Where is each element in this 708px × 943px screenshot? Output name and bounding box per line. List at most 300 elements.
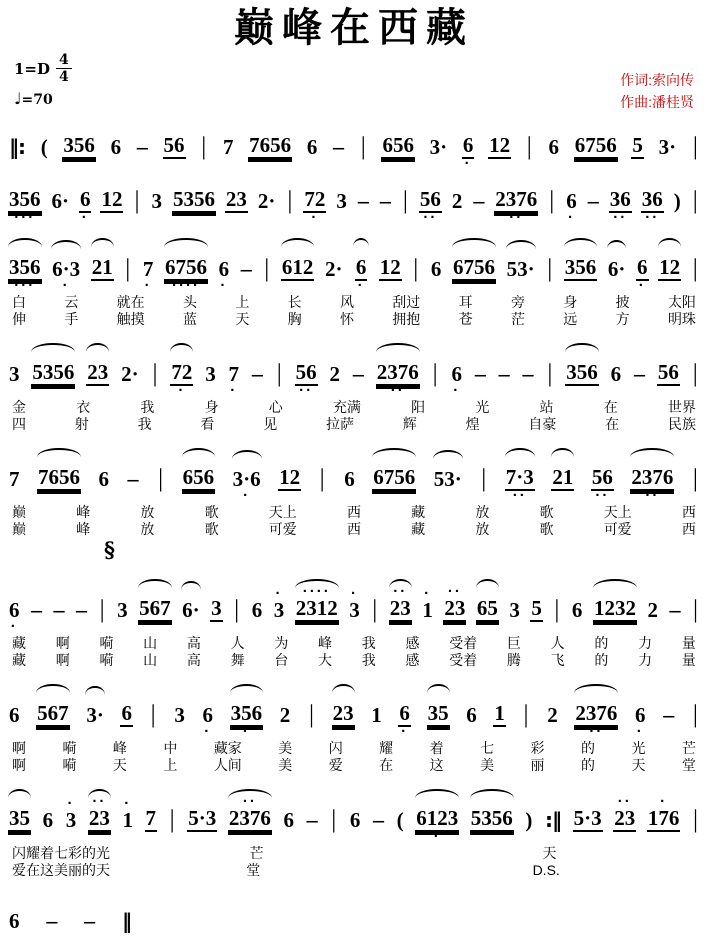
barline: [150, 347, 159, 396]
high-octave-dots: [295, 352, 318, 360]
note-number: |: [201, 133, 207, 160]
music-token: [182, 448, 216, 501]
high-octave-dots: [170, 352, 193, 360]
lyric-syllable: 力: [638, 652, 653, 668]
arc-slot: [156, 452, 165, 459]
note-number: 3: [509, 598, 520, 622]
music-token: [641, 172, 664, 226]
lyric-syllable: 耀: [26, 845, 40, 861]
high-octave-dots: [429, 127, 449, 135]
music-token: [283, 793, 296, 842]
lyric-syllable: 充满: [332, 399, 361, 415]
arc-slot: [121, 894, 132, 901]
note-number: 6: [110, 135, 122, 159]
high-octave-dots: [98, 459, 111, 467]
high-octave-dots: [565, 181, 578, 189]
music-token: [658, 120, 678, 169]
low-octave-dots: [610, 386, 623, 396]
note-number: 12: [489, 133, 511, 157]
note-number: –: [76, 597, 88, 622]
arc-slot: [493, 686, 506, 693]
music-token: [85, 686, 105, 737]
lyric-syllable: 的: [82, 845, 96, 861]
high-octave-dots: [493, 693, 506, 701]
dash-note: [251, 347, 264, 396]
arc-slot: [295, 345, 318, 352]
music-row: [8, 579, 700, 635]
note-number: 6: [344, 467, 355, 491]
barline: [132, 174, 141, 223]
note-number: 3: [117, 598, 128, 622]
music-token: [120, 686, 133, 737]
lyric-syllable: 苍: [458, 311, 473, 327]
lyric-syllable: 身: [563, 294, 578, 310]
arc-slot: [232, 583, 241, 590]
low-octave-dots: ··: [645, 487, 660, 504]
music-row: [8, 684, 700, 740]
low-octave-dots: [349, 832, 362, 842]
credits: [620, 70, 694, 113]
arc-slot: [525, 120, 534, 127]
dash-note: [83, 894, 96, 943]
low-octave-dots: ·: [220, 277, 228, 294]
low-octave-dots: [232, 622, 241, 632]
arc-slot: [636, 240, 649, 247]
music-token: [488, 118, 511, 169]
low-octave-dots: [691, 622, 700, 632]
low-octave-dots: ·: [433, 828, 441, 845]
low-octave-dots: [452, 281, 496, 291]
arc-slot: [498, 347, 511, 354]
arc-slot: [430, 242, 443, 249]
high-octave-dots: [329, 354, 342, 362]
lyric-syllable: 美: [480, 757, 495, 773]
music-token: [257, 174, 277, 223]
lyric-syllable: 上: [163, 757, 178, 773]
high-octave-dots: [225, 179, 248, 187]
music-token: [86, 343, 109, 396]
lyric-syllable: 天: [112, 757, 127, 773]
song-title: 巅峰在西藏: [234, 5, 474, 50]
music-token: [116, 583, 129, 632]
music-token: [443, 581, 466, 632]
low-octave-dots: [443, 622, 466, 632]
arc-slot: [251, 583, 264, 590]
lyric-syllable: 我: [137, 416, 152, 432]
note-number: –: [633, 361, 645, 386]
quarter-note-icon: ♩: [14, 89, 22, 108]
music-token: [8, 238, 42, 294]
music-token: [546, 688, 559, 737]
lyric-syllable: 我: [361, 635, 376, 651]
low-octave-dots: [37, 491, 81, 501]
music-token: [613, 791, 636, 842]
note-number: –: [474, 361, 486, 386]
music-token: [121, 793, 134, 842]
arc-slot: [372, 793, 385, 800]
music-token: [565, 343, 599, 396]
barline: [329, 793, 338, 842]
high-octave-dots: [546, 695, 559, 703]
lyric-syllable: 自豪: [528, 416, 557, 432]
high-octave-dots: [372, 457, 416, 465]
arc-slot: [83, 894, 96, 901]
high-octave-dots: [8, 354, 21, 362]
high-octave-dots: ··: [447, 583, 462, 600]
high-octave-dots: [142, 249, 155, 257]
low-octave-dots: [173, 727, 186, 737]
arc-slot: [318, 452, 327, 459]
low-octave-dots: ··: [613, 209, 628, 226]
music-token: [505, 448, 535, 504]
lyric-syllable: 远: [563, 311, 578, 327]
lyric-syllable: 拉萨: [325, 416, 354, 432]
note-number: 53·: [506, 257, 535, 281]
high-octave-dots: [85, 695, 105, 703]
note-number: 6: [610, 362, 622, 386]
lyric-syllable: 人: [550, 635, 565, 651]
slur-arc: [506, 240, 536, 249]
low-octave-dots: [691, 727, 700, 737]
lyric-syllable: 西: [681, 504, 696, 520]
arc-slot: [552, 583, 561, 590]
arc-slot: [631, 118, 644, 125]
note-number: 7: [142, 257, 154, 281]
high-octave-dots: [8, 590, 21, 598]
high-octave-dots: [591, 457, 614, 465]
note-number: 6: [566, 189, 577, 213]
slur-arc: [31, 343, 75, 352]
low-octave-dots: [545, 281, 554, 291]
lyric-syllable: 嗬: [62, 740, 77, 756]
low-octave-dots: [372, 491, 416, 501]
note-number: 2: [451, 189, 463, 213]
arc-slot: [149, 688, 158, 695]
barline: [307, 688, 316, 737]
low-octave-dots: [329, 386, 342, 396]
high-octave-dots: [303, 179, 326, 187]
lyric-row: [8, 862, 700, 879]
low-octave-dots: [295, 622, 339, 632]
low-octave-dots: ·: [10, 618, 18, 635]
lyric-syllable: 歌: [539, 504, 554, 520]
low-octave-dots: [530, 622, 543, 632]
low-octave-dots: [657, 386, 680, 396]
note-number: 2376: [495, 187, 538, 211]
note-number: 2312: [295, 596, 338, 620]
barline: [199, 120, 208, 169]
low-octave-dots: [658, 159, 678, 169]
low-octave-dots: [343, 491, 356, 501]
high-octave-dots: [396, 800, 405, 808]
dash-note: [522, 347, 535, 396]
note-number: –: [663, 702, 675, 727]
barline: [691, 120, 700, 169]
high-octave-dots: [381, 125, 415, 133]
note-number: 3: [273, 598, 285, 622]
note-number: |: [432, 360, 438, 387]
arc-slot: [303, 172, 326, 179]
low-octave-dots: [691, 159, 700, 169]
low-octave-dots: [181, 622, 201, 632]
lyric-syllable: 西: [346, 504, 361, 520]
high-octave-dots: ·: [67, 795, 75, 812]
arc-slot: [187, 791, 217, 798]
slur-arc: [232, 450, 262, 459]
music-token: [476, 579, 499, 632]
note-number: 6·: [51, 189, 69, 213]
arc-slot: [240, 242, 253, 249]
note-number: 2·: [257, 189, 276, 213]
low-octave-dots: ·: [178, 382, 186, 399]
music-token: [295, 345, 318, 399]
high-octave-dots: [488, 125, 511, 133]
low-octave-dots: [573, 832, 603, 842]
low-octave-dots: [370, 622, 379, 632]
music-token: [551, 448, 574, 501]
note-number: 356: [9, 255, 41, 279]
note-number: 6: [466, 703, 477, 727]
slur-arc: [427, 684, 450, 693]
arc-slot: [278, 450, 301, 457]
arc-slot: [150, 347, 159, 354]
high-octave-dots: [228, 354, 241, 362]
barline: [691, 583, 700, 632]
high-octave-dots: [419, 179, 442, 187]
slur-arc: [86, 343, 109, 352]
high-octave-dots: [201, 695, 214, 703]
note-number: |: [692, 806, 698, 833]
arc-slot: [275, 347, 284, 354]
music-token: [278, 450, 301, 501]
note-number: 12: [659, 255, 681, 279]
note-number: 56: [163, 133, 185, 157]
lyric-syllable: 着: [40, 845, 54, 861]
music-token: [379, 240, 402, 291]
note-number: 12: [279, 465, 301, 489]
note-number: 1: [494, 701, 505, 725]
music-token: [494, 172, 538, 226]
music-token: [389, 579, 412, 632]
note-number: 1: [371, 703, 382, 727]
music-token: [37, 448, 81, 501]
low-octave-dots: ··: [390, 382, 405, 399]
note-number: –: [136, 134, 148, 159]
slur-arc: [376, 343, 420, 352]
note-number: 6: [451, 362, 462, 386]
arc-slot: [658, 120, 678, 127]
low-octave-dots: [31, 386, 75, 396]
low-octave-dots: [324, 281, 344, 291]
arc-slot: [662, 688, 675, 695]
note-number: 23: [87, 360, 109, 384]
music-token: [430, 242, 443, 291]
dash-note: [332, 120, 345, 169]
arc-slot: [370, 583, 379, 590]
note-number: 23: [332, 701, 354, 725]
low-octave-dots: [633, 386, 646, 396]
music-token: [110, 120, 123, 169]
music-token: [31, 343, 75, 396]
slur-arc: [8, 789, 31, 798]
arc-slot: [53, 583, 66, 590]
high-octave-dots: [530, 588, 543, 596]
music-token: [370, 688, 383, 737]
note-number: |: [308, 701, 314, 728]
low-octave-dots: ·: [81, 209, 89, 226]
lyric-syllable: 藏: [12, 635, 26, 651]
lyric-syllable: 嗬: [99, 635, 114, 651]
note-number: 72: [171, 360, 193, 384]
low-octave-dots: [30, 622, 43, 632]
low-octave-dots: [646, 622, 659, 632]
barline: [545, 242, 554, 291]
music-token: [565, 174, 578, 226]
note-number: 35: [427, 701, 449, 725]
note-number: 612: [281, 255, 314, 279]
low-octave-dots: [149, 727, 158, 737]
lyric-syllable: 腾: [506, 652, 521, 668]
music-token: [343, 452, 356, 501]
arc-slot: [8, 172, 42, 179]
high-octave-dots: [8, 798, 31, 806]
low-octave-dots: [83, 933, 96, 943]
high-octave-dots: [452, 247, 496, 255]
music-token: [40, 120, 49, 169]
note-number: |: [523, 701, 529, 728]
note-number: 6: [251, 598, 263, 622]
arc-slot: [479, 452, 488, 459]
low-octave-dots: [691, 213, 700, 223]
note-number: |: [526, 133, 532, 160]
note-number: |: [692, 596, 698, 623]
music-row: [8, 448, 700, 504]
lyric-syllable: 巅: [12, 504, 26, 520]
low-octave-dots: [379, 281, 402, 291]
arc-slot: [359, 120, 368, 127]
note-number: 2: [647, 598, 658, 622]
dash-note: [30, 583, 43, 632]
music-token: [415, 789, 459, 845]
lyric-syllable: 放: [140, 504, 155, 520]
low-octave-dots: [472, 213, 485, 223]
music-token: [349, 793, 362, 842]
arc-slot: [411, 242, 420, 249]
music-token: [98, 452, 111, 501]
note-number: 21: [91, 255, 113, 279]
dash-note: [136, 120, 149, 169]
barline: [525, 120, 534, 169]
lyric-syllable: 力: [638, 635, 653, 651]
arc-slot: [370, 688, 383, 695]
high-octave-dots: [494, 179, 538, 187]
high-octave-dots: [8, 179, 42, 187]
lyric-syllable: 上: [235, 294, 250, 310]
arc-slot: [691, 688, 700, 695]
low-octave-dots: ·: [464, 155, 472, 172]
music-token: [8, 172, 42, 226]
arc-slot: [8, 583, 21, 590]
music-system: [8, 343, 700, 433]
lyric-syllable: 披: [615, 294, 630, 310]
high-octave-dots: [36, 693, 70, 701]
lyric-syllable: 人间: [213, 757, 242, 773]
music-token: [279, 688, 292, 737]
note-number: |: [169, 806, 175, 833]
high-octave-dots: [370, 695, 383, 703]
arc-slot: [545, 242, 554, 249]
note-number: 5356: [32, 360, 75, 384]
high-octave-dots: [86, 352, 109, 360]
lyric-row: [8, 635, 700, 652]
low-octave-dots: [281, 281, 315, 291]
music-token: [573, 791, 603, 842]
music-token: [8, 789, 31, 842]
music-token: [465, 688, 478, 737]
note-number: –: [669, 597, 681, 622]
note-number: –: [522, 361, 534, 386]
music-row: [8, 894, 132, 943]
low-octave-dots: [565, 386, 599, 396]
note-number: 6: [635, 703, 646, 727]
arc-slot: [98, 452, 111, 459]
dash-note: [53, 583, 66, 632]
note-number: 12: [379, 255, 401, 279]
arc-slot: [474, 347, 487, 354]
low-octave-dots: [65, 832, 78, 842]
high-octave-dots: [658, 127, 678, 135]
high-octave-dots: [607, 249, 627, 257]
lyric-syllable: 芒: [249, 845, 264, 861]
dash-note: [306, 793, 319, 842]
low-octave-dots: [182, 491, 216, 501]
high-octave-dots: [283, 800, 296, 808]
music-token: [228, 347, 241, 399]
note-number: 356: [566, 360, 598, 384]
low-octave-dots: ·: [243, 487, 251, 504]
high-octave-dots: [609, 179, 632, 187]
music-token: [381, 118, 415, 169]
note-number: 1232: [593, 596, 636, 620]
high-octave-dots: [100, 179, 123, 187]
music-token: [376, 343, 420, 399]
low-octave-dots: [564, 281, 598, 291]
low-octave-dots: [545, 386, 554, 396]
music-token: [8, 347, 21, 396]
lyric-syllable: 藏: [411, 504, 426, 520]
low-octave-dots: ·: [357, 277, 365, 294]
low-octave-dots: [335, 213, 348, 223]
note-number: ): [673, 189, 681, 213]
arc-slot: [691, 120, 700, 127]
low-octave-dots: [430, 281, 443, 291]
low-octave-dots: [8, 727, 21, 737]
barline: [479, 452, 488, 501]
slur-arc: [593, 579, 637, 588]
note-number: –: [498, 361, 510, 386]
note-number: |: [319, 465, 325, 492]
lyric-syllable: 感: [405, 635, 420, 651]
arc-slot: [222, 120, 235, 127]
music-token: [232, 450, 262, 504]
low-octave-dots: [631, 159, 644, 169]
lyric-row: [8, 399, 700, 416]
low-octave-dots: [607, 281, 627, 291]
lyric-syllable: 身: [204, 399, 219, 415]
high-octave-dots: [646, 590, 659, 598]
note-number: –: [84, 908, 96, 933]
lyric-syllable: 旁: [510, 294, 525, 310]
